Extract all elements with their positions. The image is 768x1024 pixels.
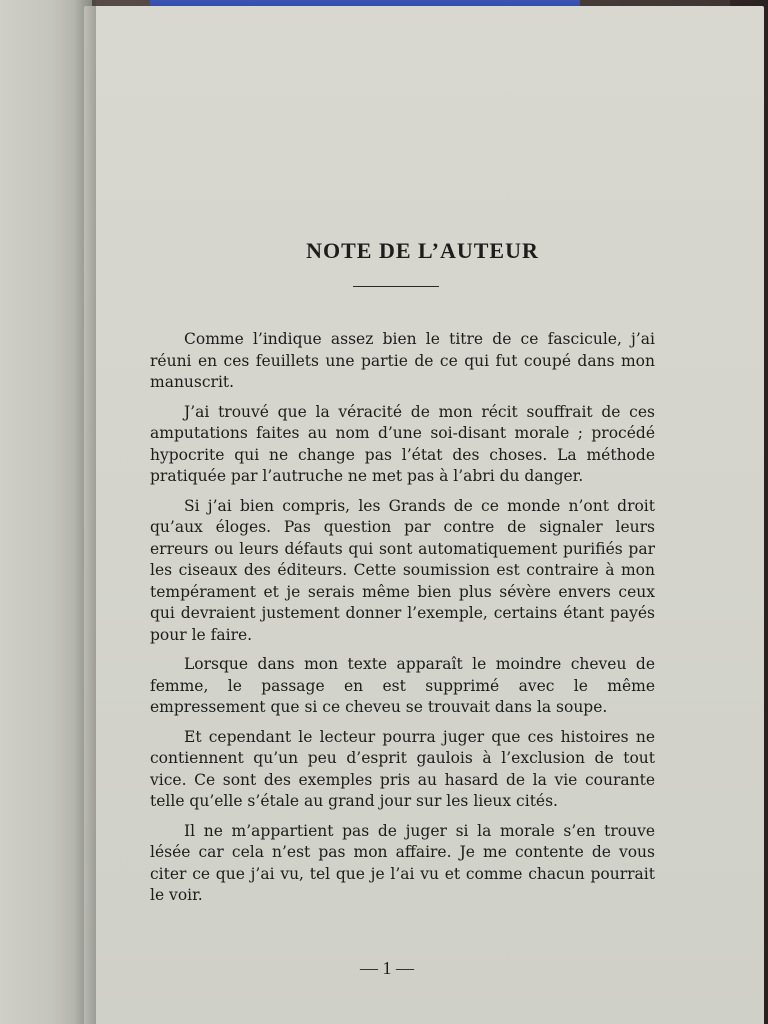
page-title: NOTE DE L’AUTEUR bbox=[306, 238, 539, 263]
paragraph: Et cependant le lecteur pourra juger que ces histoires ne contiennent qu’un peu d’esprit gaulois à l’exclusion de tout vice. Ce sont des exemples pris au hasard de la vie courante telle qu’elle s’étale au grand jour sur les lieux cités. bbox=[150, 727, 655, 810]
title-rule bbox=[353, 286, 439, 287]
gutter-shadow bbox=[74, 0, 96, 1024]
page-content bbox=[150, 238, 655, 915]
paragraph: Il ne m’appartient pas de juger si la morale s’en trouve lésée car cela n’est pas mon affaire. Je me contente de vous citer ce que j’ai vu, tel que je l’ai vu et comme chacun pourrait le voir. bbox=[150, 821, 655, 904]
paragraph: Lorsque dans mon texte apparaît le moindre cheveu de femme, le passage en est supprimé avec le même empressement que si ce cheveu se trouvait dans la soupe. bbox=[150, 655, 655, 716]
body-text bbox=[150, 329, 655, 907]
page-number: — 1 — bbox=[360, 958, 414, 978]
paragraph: J’ai trouvé que la véracité de mon récit souffrait de ces amputations faites au nom d’une soi-disant morale ; procédé hypocrite qui ne change pas l’état des choses. La méthode pratiquée par l’autruche ne met pas à l’abri du danger. bbox=[150, 402, 655, 485]
paragraph: Si j’ai bien compris, les Grands de ce monde n’ont droit qu’aux éloges. Pas question par contre de signaler leurs erreurs ou leurs défauts qui sont automatiquement purifiés par les ciseaux des éditeurs. Cette soumission est contraire à mon tempérament et je serais même bien plus sévère envers ceux qui devraient justement donner l’exemple, certains étant payés pour le faire. bbox=[150, 496, 655, 644]
paragraph: Comme l’indique assez bien le titre de ce fascicule, j’ai réuni en ces feuillets une partie de ce qui fut coupé dans mon manuscrit. bbox=[150, 330, 655, 391]
